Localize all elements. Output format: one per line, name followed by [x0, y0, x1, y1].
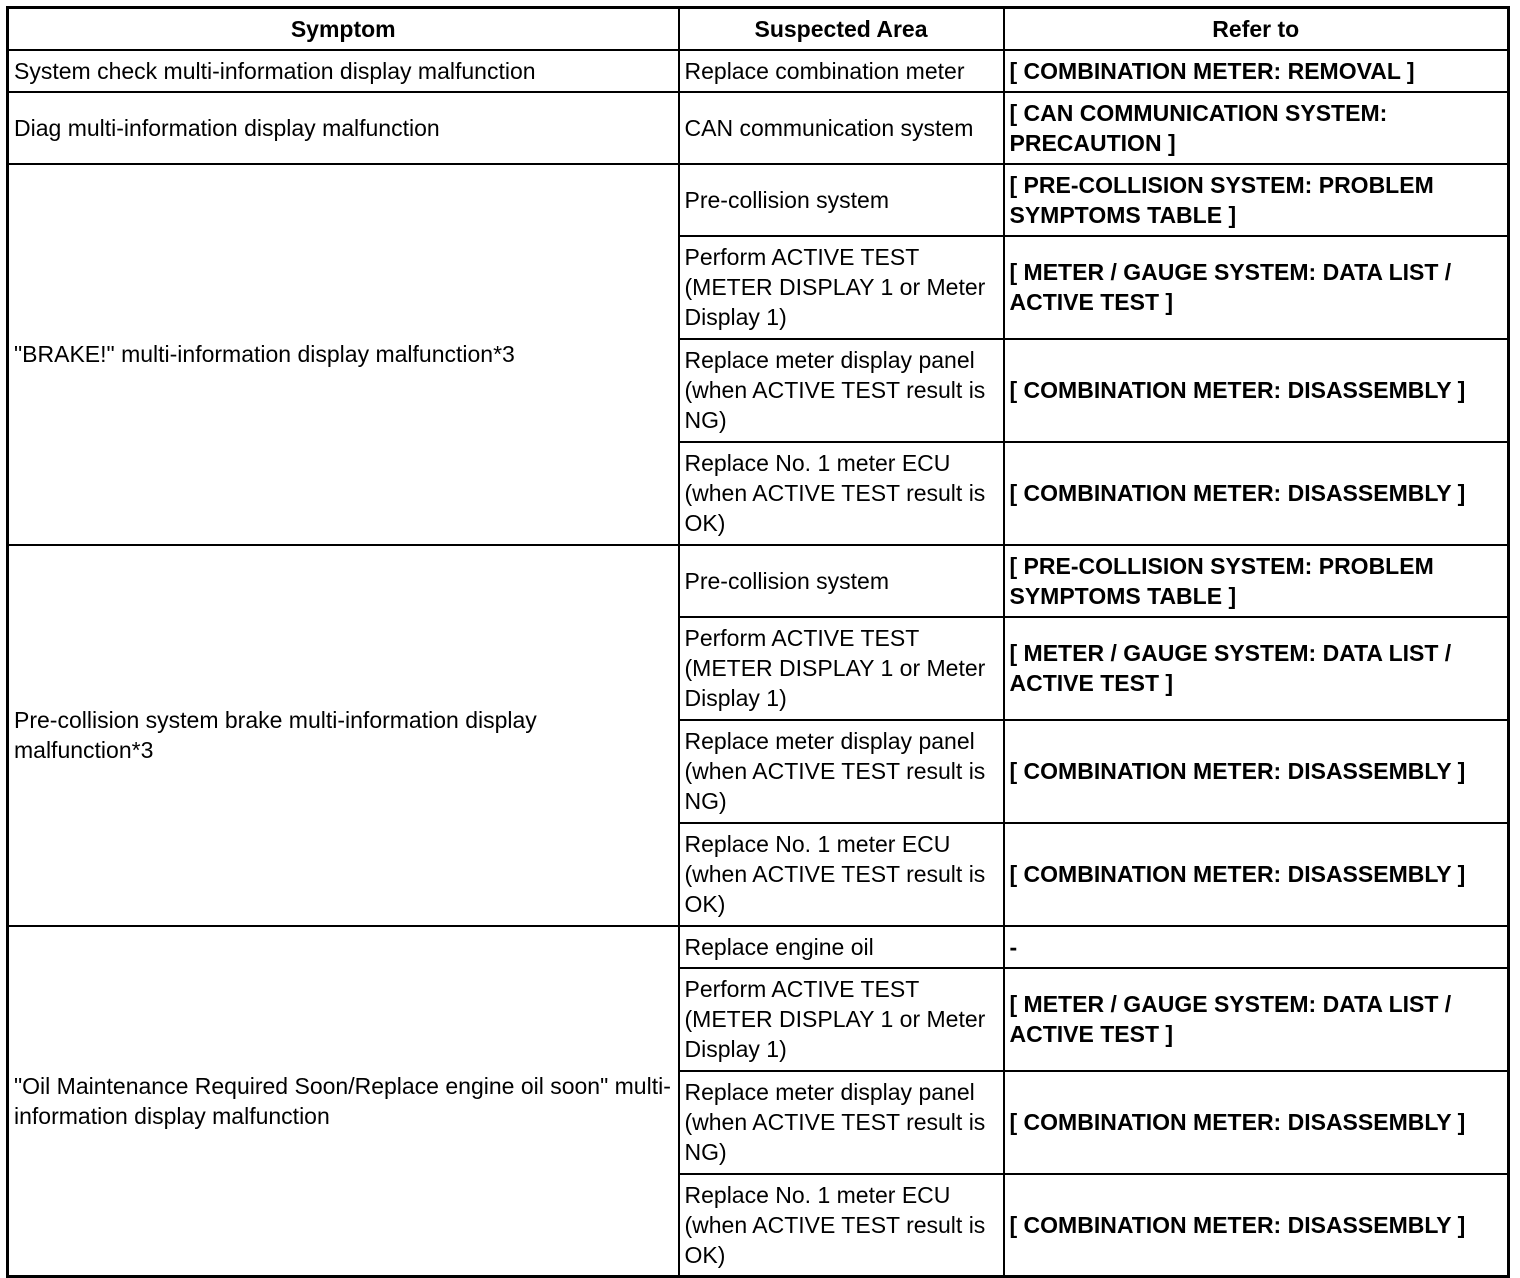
- refer-to-link[interactable]: [ COMBINATION METER: DISASSEMBLY ]: [1004, 339, 1509, 442]
- suspected-area-cell: Replace meter display panel (when ACTIVE TEST result is NG): [679, 1071, 1004, 1174]
- suspected-area-cell: Replace meter display panel (when ACTIVE TEST result is NG): [679, 720, 1004, 823]
- refer-to-link[interactable]: [ METER / GAUGE SYSTEM: DATA LIST / ACTIVE TEST ]: [1004, 617, 1509, 720]
- header-suspected-area: Suspected Area: [679, 8, 1004, 50]
- refer-to-link[interactable]: [ CAN COMMUNICATION SYSTEM: PRECAUTION ]: [1004, 92, 1509, 164]
- symptom-cell: Pre-collision system brake multi-information display malfunction*3: [8, 545, 679, 926]
- suspected-area-cell: CAN communication system: [679, 92, 1004, 164]
- header-symptom: Symptom: [8, 8, 679, 50]
- refer-to-link[interactable]: [ COMBINATION METER: DISASSEMBLY ]: [1004, 720, 1509, 823]
- suspected-area-cell: Perform ACTIVE TEST (METER DISPLAY 1 or Meter Display 1): [679, 968, 1004, 1071]
- suspected-area-cell: Replace No. 1 meter ECU (when ACTIVE TEST result is OK): [679, 1174, 1004, 1277]
- suspected-area-cell: Replace combination meter: [679, 50, 1004, 92]
- table-row: [8, 164, 1509, 236]
- symptom-cell: "Oil Maintenance Required Soon/Replace engine oil soon" multi-information display malfunction: [8, 926, 679, 1277]
- refer-to-cell: -: [1004, 926, 1509, 968]
- suspected-area-cell: Perform ACTIVE TEST (METER DISPLAY 1 or Meter Display 1): [679, 236, 1004, 339]
- suspected-area-cell: Perform ACTIVE TEST (METER DISPLAY 1 or Meter Display 1): [679, 617, 1004, 720]
- refer-to-link[interactable]: [ COMBINATION METER: DISASSEMBLY ]: [1004, 442, 1509, 545]
- table-row: [8, 50, 1509, 92]
- refer-to-link[interactable]: [ METER / GAUGE SYSTEM: DATA LIST / ACTIVE TEST ]: [1004, 968, 1509, 1071]
- symptom-cell: "BRAKE!" multi-information display malfunction*3: [8, 164, 679, 545]
- problem-symptoms-table: [6, 6, 1510, 1278]
- symptom-cell: System check multi-information display malfunction: [8, 50, 679, 92]
- suspected-area-cell: Pre-collision system: [679, 545, 1004, 617]
- symptom-cell: Diag multi-information display malfunction: [8, 92, 679, 164]
- table-row: [8, 545, 1509, 617]
- refer-to-link[interactable]: [ COMBINATION METER: DISASSEMBLY ]: [1004, 1174, 1509, 1277]
- refer-to-link[interactable]: [ COMBINATION METER: REMOVAL ]: [1004, 50, 1509, 92]
- suspected-area-cell: Replace engine oil: [679, 926, 1004, 968]
- suspected-area-cell: Replace No. 1 meter ECU (when ACTIVE TEST result is OK): [679, 442, 1004, 545]
- refer-to-link[interactable]: [ PRE-COLLISION SYSTEM: PROBLEM SYMPTOMS TABLE ]: [1004, 164, 1509, 236]
- header-refer-to: Refer to: [1004, 8, 1509, 50]
- table-row: [8, 926, 1509, 968]
- suspected-area-cell: Replace No. 1 meter ECU (when ACTIVE TEST result is OK): [679, 823, 1004, 926]
- suspected-area-cell: Pre-collision system: [679, 164, 1004, 236]
- refer-to-link[interactable]: [ COMBINATION METER: DISASSEMBLY ]: [1004, 823, 1509, 926]
- refer-to-link[interactable]: [ PRE-COLLISION SYSTEM: PROBLEM SYMPTOMS TABLE ]: [1004, 545, 1509, 617]
- header-row: [8, 8, 1509, 50]
- refer-to-link[interactable]: [ COMBINATION METER: DISASSEMBLY ]: [1004, 1071, 1509, 1174]
- refer-to-link[interactable]: [ METER / GAUGE SYSTEM: DATA LIST / ACTIVE TEST ]: [1004, 236, 1509, 339]
- table-row: [8, 92, 1509, 164]
- suspected-area-cell: Replace meter display panel (when ACTIVE TEST result is NG): [679, 339, 1004, 442]
